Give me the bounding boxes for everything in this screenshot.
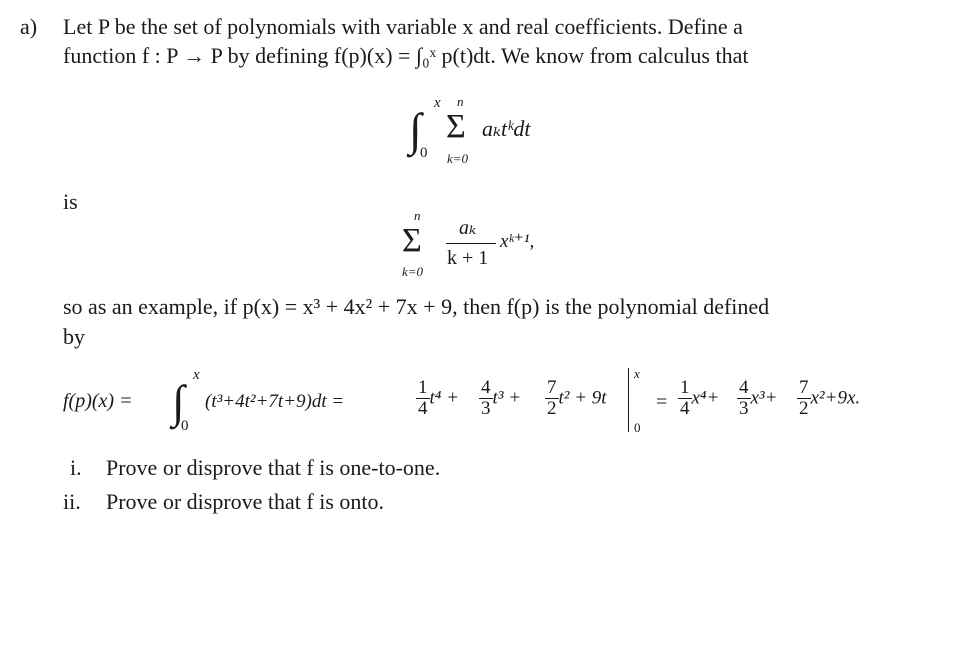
r3-den: 2 <box>799 397 809 419</box>
item-1-text: Prove or disprove that f is one-to-one. <box>106 455 441 480</box>
r3-num: 7 <box>799 377 809 398</box>
intro-line-1: Let P be the set of polynomials with variable x and real coefficients. Define a <box>63 14 743 39</box>
term2-num: 4 <box>481 377 491 398</box>
example-line-2: by <box>63 324 85 349</box>
r1-var: x⁴+ <box>691 387 720 409</box>
sum-lower-limit: k=0 <box>447 151 469 166</box>
integral-lower-limit: 0 <box>181 418 189 434</box>
term3-var: t² + 9t <box>558 387 607 409</box>
integral-lower-limit: 0 <box>420 145 428 161</box>
is-word: is <box>63 189 78 214</box>
sigma-sign: Σ <box>446 108 466 145</box>
term1 <box>416 378 459 419</box>
term2 <box>479 378 521 419</box>
sum-upper-limit: n <box>457 94 464 109</box>
lhs: f(p)(x) = <box>63 390 133 412</box>
term1-var: t⁴ + <box>429 387 459 409</box>
sum-upper-limit: n <box>414 208 421 223</box>
integral-upper-limit: x <box>193 367 200 383</box>
example-line-1: so as an example, if p(x) = x³ + 4x² + 7x + 9, then f(p) is the polynomial defined <box>63 294 770 319</box>
integral-upper-limit: x <box>434 95 441 111</box>
integral-sign: ∫ <box>172 376 185 427</box>
intro-line-2: function f : P → P by defining f(p)(x) = ∫₀ˣ p(t)dt. We know from calculus that <box>63 43 749 68</box>
result1 <box>678 378 719 419</box>
fraction-denominator: k + 1 <box>447 247 489 269</box>
power-term: xᵏ⁺¹, <box>500 231 535 252</box>
result2 <box>737 378 777 419</box>
r2-den: 3 <box>739 397 749 419</box>
r1-den: 4 <box>680 397 690 419</box>
term3-den: 2 <box>547 397 557 419</box>
fraction-numerator: aₖ <box>459 217 477 239</box>
item-2-marker: ii. <box>63 489 81 514</box>
eval-lower-limit: 0 <box>634 420 641 435</box>
fraction-bar <box>446 243 496 244</box>
evaluation-bar <box>628 368 629 432</box>
r3-var: x²+9x. <box>810 387 861 409</box>
equals-sign: = <box>656 391 668 413</box>
term1-den: 4 <box>418 397 428 419</box>
sum-lower-limit: k=0 <box>402 264 424 279</box>
term2-var: t³ + <box>492 387 522 409</box>
r2-num: 4 <box>739 377 749 398</box>
integrand: (t³+4t²+7t+9)dt = <box>205 391 345 412</box>
sigma-sign: Σ <box>402 222 422 259</box>
term2-den: 3 <box>481 397 491 419</box>
integrand: aₖtᵏdt <box>482 116 531 141</box>
eval-upper-limit: x <box>634 366 640 381</box>
item-1-marker: i. <box>70 455 82 480</box>
r1-num: 1 <box>680 377 690 398</box>
term3 <box>545 378 607 419</box>
item-2-text: Prove or disprove that f is onto. <box>106 489 385 514</box>
integral-sign: ∫ <box>409 104 422 155</box>
r2-var: x³+ <box>750 387 778 409</box>
term3-num: 7 <box>547 377 557 398</box>
part-label: a) <box>20 14 38 39</box>
term1-num: 1 <box>418 377 428 398</box>
result3 <box>797 378 860 419</box>
